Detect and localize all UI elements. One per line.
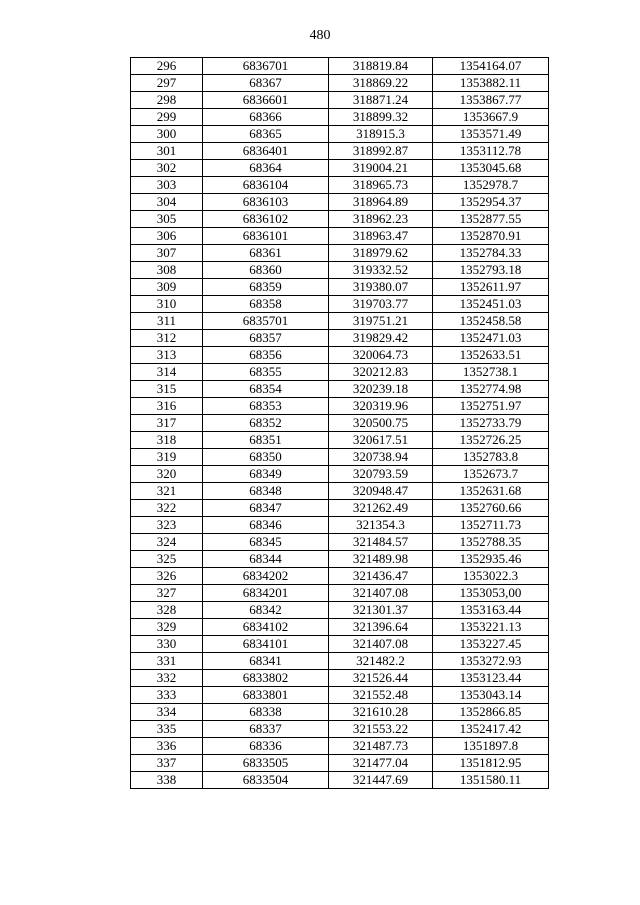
table-row (131, 398, 549, 415)
y-coordinate-cell: 1353053,00 (433, 585, 549, 602)
x-coordinate-cell: 320793.59 (329, 466, 433, 483)
table-row (131, 704, 549, 721)
point-id-cell: 68353 (203, 398, 329, 415)
point-index-cell: 316 (131, 398, 203, 415)
point-index-cell: 298 (131, 92, 203, 109)
x-coordinate-cell: 318979.62 (329, 245, 433, 262)
y-coordinate-cell: 1352978.7 (433, 177, 549, 194)
y-coordinate-cell: 1353571.49 (433, 126, 549, 143)
x-coordinate-cell: 321436.47 (329, 568, 433, 585)
table-row (131, 772, 549, 789)
x-coordinate-cell: 321447.69 (329, 772, 433, 789)
point-index-cell: 335 (131, 721, 203, 738)
point-index-cell: 333 (131, 687, 203, 704)
point-id-cell: 68365 (203, 126, 329, 143)
x-coordinate-cell: 320617.51 (329, 432, 433, 449)
table-row (131, 313, 549, 330)
table-row (131, 432, 549, 449)
point-index-cell: 326 (131, 568, 203, 585)
point-index-cell: 319 (131, 449, 203, 466)
table-row (131, 194, 549, 211)
point-index-cell: 323 (131, 517, 203, 534)
point-id-cell: 68356 (203, 347, 329, 364)
table-row (131, 228, 549, 245)
y-coordinate-cell: 1352784.33 (433, 245, 549, 262)
table-row (131, 109, 549, 126)
x-coordinate-cell: 321301.37 (329, 602, 433, 619)
table-row (131, 415, 549, 432)
table-row (131, 143, 549, 160)
point-index-cell: 312 (131, 330, 203, 347)
point-id-cell: 6833801 (203, 687, 329, 704)
coordinates-table (130, 57, 549, 789)
point-id-cell: 68342 (203, 602, 329, 619)
table-row (131, 211, 549, 228)
point-index-cell: 313 (131, 347, 203, 364)
point-id-cell: 68358 (203, 296, 329, 313)
point-id-cell: 68355 (203, 364, 329, 381)
point-id-cell: 6834101 (203, 636, 329, 653)
point-index-cell: 296 (131, 58, 203, 75)
point-id-cell: 68357 (203, 330, 329, 347)
y-coordinate-cell: 1353045.68 (433, 160, 549, 177)
point-index-cell: 317 (131, 415, 203, 432)
y-coordinate-cell: 1352935.46 (433, 551, 549, 568)
x-coordinate-cell: 321262.49 (329, 500, 433, 517)
point-id-cell: 68364 (203, 160, 329, 177)
x-coordinate-cell: 318964.89 (329, 194, 433, 211)
x-coordinate-cell: 318962.23 (329, 211, 433, 228)
y-coordinate-cell: 1353112.78 (433, 143, 549, 160)
point-id-cell: 6834102 (203, 619, 329, 636)
y-coordinate-cell: 1353867.77 (433, 92, 549, 109)
y-coordinate-cell: 1352738.1 (433, 364, 549, 381)
x-coordinate-cell: 321482.2 (329, 653, 433, 670)
point-id-cell: 68350 (203, 449, 329, 466)
point-index-cell: 327 (131, 585, 203, 602)
x-coordinate-cell: 318899.32 (329, 109, 433, 126)
table-row (131, 364, 549, 381)
point-id-cell: 6833802 (203, 670, 329, 687)
y-coordinate-cell: 1352711.73 (433, 517, 549, 534)
point-index-cell: 314 (131, 364, 203, 381)
y-coordinate-cell: 1353163.44 (433, 602, 549, 619)
point-index-cell: 305 (131, 211, 203, 228)
y-coordinate-cell: 1353221.13 (433, 619, 549, 636)
table-row (131, 381, 549, 398)
x-coordinate-cell: 318915.3 (329, 126, 433, 143)
x-coordinate-cell: 320064.73 (329, 347, 433, 364)
x-coordinate-cell: 320500.75 (329, 415, 433, 432)
table-row (131, 449, 549, 466)
x-coordinate-cell: 318992.87 (329, 143, 433, 160)
point-index-cell: 336 (131, 738, 203, 755)
table-row (131, 58, 549, 75)
point-index-cell: 318 (131, 432, 203, 449)
y-coordinate-cell: 1352760.66 (433, 500, 549, 517)
y-coordinate-cell: 1353272.93 (433, 653, 549, 670)
table-row (131, 483, 549, 500)
table-row (131, 670, 549, 687)
y-coordinate-cell: 1352733.79 (433, 415, 549, 432)
point-index-cell: 315 (131, 381, 203, 398)
x-coordinate-cell: 318963.47 (329, 228, 433, 245)
x-coordinate-cell: 318869.22 (329, 75, 433, 92)
point-index-cell: 337 (131, 755, 203, 772)
table-row (131, 602, 549, 619)
y-coordinate-cell: 1351580.11 (433, 772, 549, 789)
y-coordinate-cell: 1353123.44 (433, 670, 549, 687)
y-coordinate-cell: 1352631.68 (433, 483, 549, 500)
point-index-cell: 322 (131, 500, 203, 517)
point-id-cell: 6836102 (203, 211, 329, 228)
table-row (131, 279, 549, 296)
y-coordinate-cell: 1352458.58 (433, 313, 549, 330)
table-row (131, 177, 549, 194)
x-coordinate-cell: 319004.21 (329, 160, 433, 177)
y-coordinate-cell: 1352793.18 (433, 262, 549, 279)
x-coordinate-cell: 321610.28 (329, 704, 433, 721)
table-row (131, 534, 549, 551)
point-id-cell: 6833504 (203, 772, 329, 789)
point-index-cell: 328 (131, 602, 203, 619)
table-row (131, 160, 549, 177)
point-id-cell: 6835701 (203, 313, 329, 330)
point-id-cell: 6834202 (203, 568, 329, 585)
point-index-cell: 302 (131, 160, 203, 177)
x-coordinate-cell: 321407.08 (329, 636, 433, 653)
table-row (131, 568, 549, 585)
table-row (131, 466, 549, 483)
point-index-cell: 308 (131, 262, 203, 279)
table-row (131, 245, 549, 262)
x-coordinate-cell: 321553.22 (329, 721, 433, 738)
table-row (131, 738, 549, 755)
point-id-cell: 6836101 (203, 228, 329, 245)
x-coordinate-cell: 319829.42 (329, 330, 433, 347)
x-coordinate-cell: 321487.73 (329, 738, 433, 755)
y-coordinate-cell: 1352866.85 (433, 704, 549, 721)
point-index-cell: 325 (131, 551, 203, 568)
point-index-cell: 304 (131, 194, 203, 211)
point-id-cell: 68348 (203, 483, 329, 500)
y-coordinate-cell: 1352451.03 (433, 296, 549, 313)
x-coordinate-cell: 318819.84 (329, 58, 433, 75)
point-id-cell: 6834201 (203, 585, 329, 602)
x-coordinate-cell: 319332.52 (329, 262, 433, 279)
y-coordinate-cell: 1351812.95 (433, 755, 549, 772)
y-coordinate-cell: 1352870.91 (433, 228, 549, 245)
point-index-cell: 309 (131, 279, 203, 296)
x-coordinate-cell: 321552.48 (329, 687, 433, 704)
point-id-cell: 68341 (203, 653, 329, 670)
table-row (131, 262, 549, 279)
y-coordinate-cell: 1352471.03 (433, 330, 549, 347)
coordinates-table-body (131, 58, 549, 789)
y-coordinate-cell: 1352726.25 (433, 432, 549, 449)
point-index-cell: 297 (131, 75, 203, 92)
x-coordinate-cell: 319703.77 (329, 296, 433, 313)
point-index-cell: 299 (131, 109, 203, 126)
point-index-cell: 338 (131, 772, 203, 789)
y-coordinate-cell: 1352954.37 (433, 194, 549, 211)
y-coordinate-cell: 1353882.11 (433, 75, 549, 92)
x-coordinate-cell: 321354.3 (329, 517, 433, 534)
table-row (131, 585, 549, 602)
x-coordinate-cell: 319380.07 (329, 279, 433, 296)
point-index-cell: 332 (131, 670, 203, 687)
point-id-cell: 68337 (203, 721, 329, 738)
x-coordinate-cell: 320319.96 (329, 398, 433, 415)
y-coordinate-cell: 1352611.97 (433, 279, 549, 296)
y-coordinate-cell: 1351897.8 (433, 738, 549, 755)
point-index-cell: 331 (131, 653, 203, 670)
point-index-cell: 300 (131, 126, 203, 143)
table-row (131, 347, 549, 364)
x-coordinate-cell: 319751.21 (329, 313, 433, 330)
point-index-cell: 321 (131, 483, 203, 500)
y-coordinate-cell: 1353043.14 (433, 687, 549, 704)
point-id-cell: 68360 (203, 262, 329, 279)
point-id-cell: 68361 (203, 245, 329, 262)
table-row (131, 517, 549, 534)
table-row (131, 755, 549, 772)
y-coordinate-cell: 1353022.3 (433, 568, 549, 585)
point-id-cell: 68354 (203, 381, 329, 398)
point-id-cell: 68349 (203, 466, 329, 483)
point-id-cell: 6836104 (203, 177, 329, 194)
y-coordinate-cell: 1352751.97 (433, 398, 549, 415)
table-row (131, 551, 549, 568)
y-coordinate-cell: 1353667.9 (433, 109, 549, 126)
x-coordinate-cell: 321477.04 (329, 755, 433, 772)
x-coordinate-cell: 320738.94 (329, 449, 433, 466)
table-row (131, 687, 549, 704)
table-row (131, 636, 549, 653)
point-id-cell: 68359 (203, 279, 329, 296)
point-index-cell: 330 (131, 636, 203, 653)
point-id-cell: 68366 (203, 109, 329, 126)
point-id-cell: 68336 (203, 738, 329, 755)
table-row (131, 92, 549, 109)
page-number: 480 (309, 28, 331, 43)
point-id-cell: 68352 (203, 415, 329, 432)
point-id-cell: 68347 (203, 500, 329, 517)
y-coordinate-cell: 1352673.7 (433, 466, 549, 483)
x-coordinate-cell: 321407.08 (329, 585, 433, 602)
point-index-cell: 329 (131, 619, 203, 636)
point-id-cell: 68344 (203, 551, 329, 568)
x-coordinate-cell: 321484.57 (329, 534, 433, 551)
x-coordinate-cell: 321396.64 (329, 619, 433, 636)
y-coordinate-cell: 1352774.98 (433, 381, 549, 398)
y-coordinate-cell: 1352417.42 (433, 721, 549, 738)
x-coordinate-cell: 320212.83 (329, 364, 433, 381)
y-coordinate-cell: 1352877.55 (433, 211, 549, 228)
point-id-cell: 6833505 (203, 755, 329, 772)
point-index-cell: 306 (131, 228, 203, 245)
table-row (131, 721, 549, 738)
point-id-cell: 6836103 (203, 194, 329, 211)
point-id-cell: 68367 (203, 75, 329, 92)
table-row (131, 126, 549, 143)
table-row (131, 75, 549, 92)
point-index-cell: 320 (131, 466, 203, 483)
table-row (131, 296, 549, 313)
y-coordinate-cell: 1352788.35 (433, 534, 549, 551)
x-coordinate-cell: 318965.73 (329, 177, 433, 194)
point-index-cell: 303 (131, 177, 203, 194)
point-id-cell: 68351 (203, 432, 329, 449)
y-coordinate-cell: 1354164.07 (433, 58, 549, 75)
point-id-cell: 68346 (203, 517, 329, 534)
table-row (131, 619, 549, 636)
y-coordinate-cell: 1352783.8 (433, 449, 549, 466)
point-index-cell: 311 (131, 313, 203, 330)
table-row (131, 330, 549, 347)
y-coordinate-cell: 1352633.51 (433, 347, 549, 364)
y-coordinate-cell: 1353227.45 (433, 636, 549, 653)
point-id-cell: 68345 (203, 534, 329, 551)
x-coordinate-cell: 320948.47 (329, 483, 433, 500)
point-index-cell: 334 (131, 704, 203, 721)
table-row (131, 653, 549, 670)
x-coordinate-cell: 321489.98 (329, 551, 433, 568)
point-index-cell: 324 (131, 534, 203, 551)
point-id-cell: 68338 (203, 704, 329, 721)
point-id-cell: 6836401 (203, 143, 329, 160)
point-index-cell: 310 (131, 296, 203, 313)
point-id-cell: 6836701 (203, 58, 329, 75)
x-coordinate-cell: 318871.24 (329, 92, 433, 109)
x-coordinate-cell: 320239.18 (329, 381, 433, 398)
table-row (131, 500, 549, 517)
x-coordinate-cell: 321526.44 (329, 670, 433, 687)
point-index-cell: 307 (131, 245, 203, 262)
point-index-cell: 301 (131, 143, 203, 160)
point-id-cell: 6836601 (203, 92, 329, 109)
